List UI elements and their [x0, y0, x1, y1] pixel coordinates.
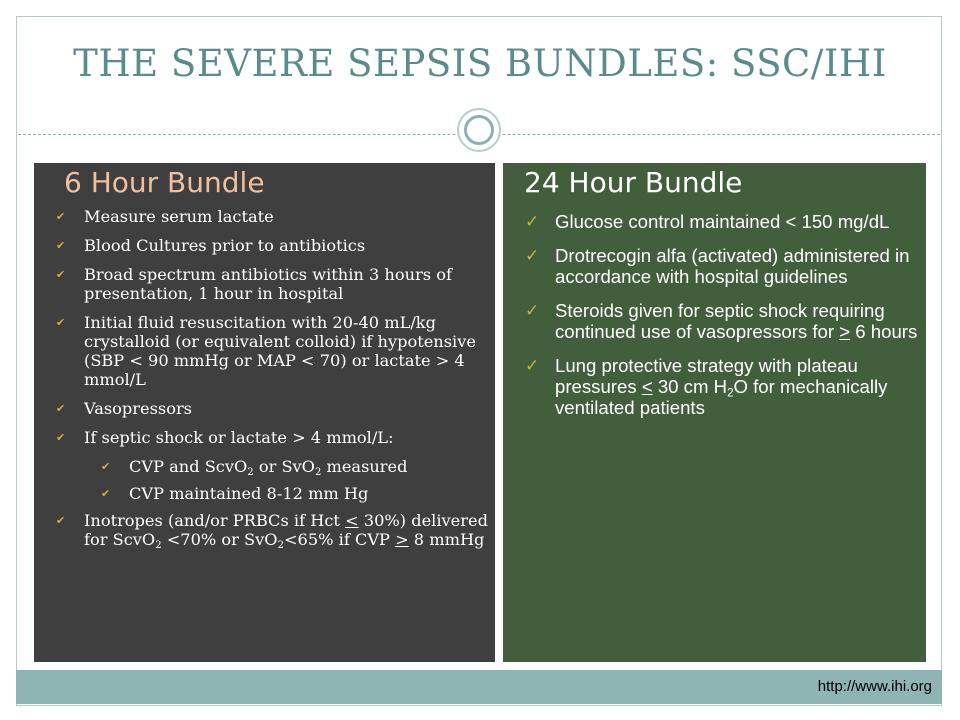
list-item: ✔ Vasopressors	[56, 399, 192, 418]
checkmark-icon: ✔	[56, 514, 66, 527]
list-item: ✔ Measure serum lactate	[56, 207, 274, 226]
checkmark-icon: ✓	[525, 356, 540, 375]
list-item: ✔ Inotropes (and/or PRBCs if Hct < 30%) delivered for ScvO$_2$ <70% or SvO$_2$<65% if CVP > 8 mmHg	[56, 511, 488, 551]
checkmark-icon: ✔	[56, 239, 66, 252]
checkmark-icon: ✔	[101, 487, 111, 500]
list-item: ✔ Broad spectrum antibiotics within 3 hours of presentation, 1 hour in hospital	[56, 265, 452, 303]
divider-circle-ornament	[457, 108, 501, 152]
checkmark-icon: ✓	[525, 246, 540, 265]
list-item: ✓ Drotrecogin alfa (activated) administered in accordance with hospital guidelines	[525, 245, 910, 287]
six-hour-bundle-list	[48, 207, 490, 559]
list-item: ✓ Steroids given for septic shock requiring continued use of vasopressors for > 6 hours	[525, 300, 918, 342]
six-hour-bundle-panel	[34, 163, 495, 662]
checkmark-icon: ✔	[101, 460, 111, 473]
twenty-four-hour-bundle-heading: 24 Hour Bundle	[524, 166, 743, 199]
checkmark-icon: ✔	[56, 210, 66, 223]
sub-list-item: ✔ CVP maintained 8-12 mm Hg	[101, 484, 369, 503]
checkmark-icon: ✓	[525, 212, 540, 231]
source-url[interactable]: http://www.ihi.org	[817, 678, 932, 695]
list-item: ✔ Initial fluid resuscitation with 20-40 mL/kg crystalloid (or equivalent colloid) if hypotensive (SBP < 90 mmHg or MAP < 70) or lactate > 4 mmol/L	[56, 313, 476, 389]
checkmark-icon: ✔	[56, 402, 66, 415]
list-item: ✓ Lung protective strategy with plateau pressures < 30 cm $H_2O$ for mechanically ventilated patients	[525, 355, 888, 418]
checkmark-icon: ✓	[525, 301, 540, 320]
twenty-four-hour-bundle-panel	[503, 163, 926, 662]
twenty-four-hour-bundle-list	[525, 211, 921, 431]
six-hour-bundle-heading: 6 Hour Bundle	[64, 166, 265, 199]
slide-title: THE SEVERE SEPSIS BUNDLES: SSC/IHI	[73, 42, 887, 85]
list-item: ✔ Blood Cultures prior to antibiotics	[56, 236, 366, 255]
sub-list-item: ✔ CVP and ScvO$_2$ or SvO$_2$ measured	[101, 457, 408, 478]
footer-bar	[16, 670, 942, 704]
checkmark-icon: ✔	[56, 268, 66, 281]
list-item: ✔ If septic shock or lactate > 4 mmol/L:	[56, 428, 394, 447]
checkmark-icon: ✔	[56, 431, 66, 444]
checkmark-icon: ✔	[56, 316, 66, 329]
list-item: ✓ Glucose control maintained < 150 mg/dL	[525, 211, 890, 232]
